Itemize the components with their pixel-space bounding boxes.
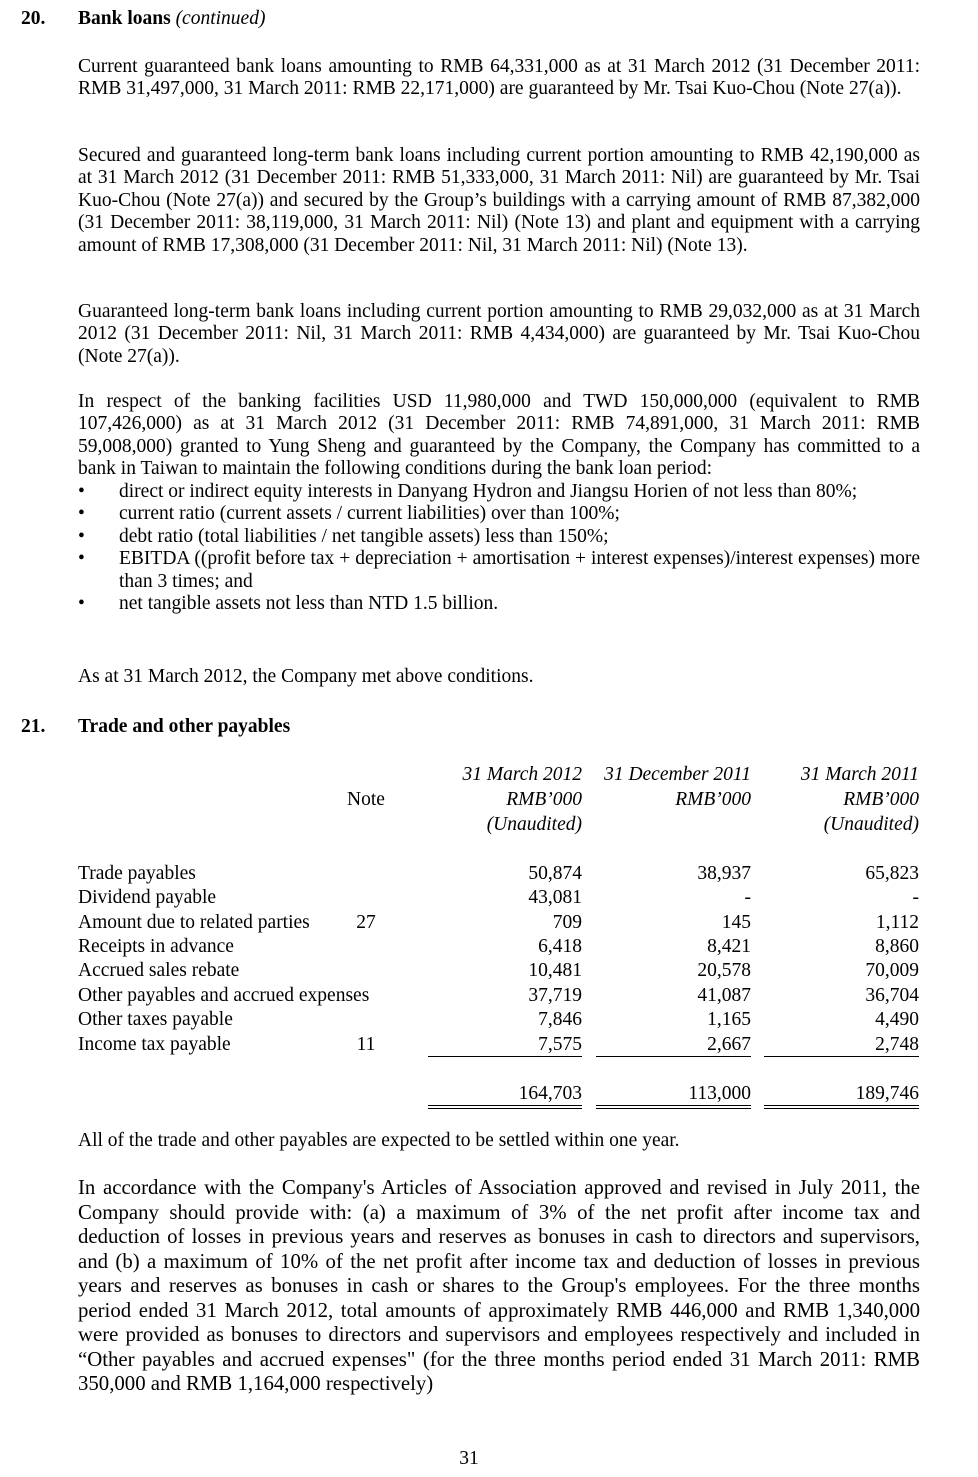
cell-value: 70,009: [865, 960, 919, 981]
cell-value: 1,165: [707, 1009, 751, 1030]
section-20-paragraph-2: Secured and guaranteed long-term bank loans including current portion amounting to RMB 42,190,000 as at 31 March 2012 (31 December 2011: RMB 51,333,000, 31 March 2011: Nil) are guaranteed by Mr. Tsai Kuo-Chou (Note 27(a)) and secured by the Group’s buildings with a carrying amount of RMB 87,382,000 (31 December 2011: 38,119,000, 31 March 2011: Nil) (Note 13) and plant and equipment with a carrying amount of RMB 17,308,000 (31 December 2011: Nil, 31 March 2011: Nil) (Note 13).: [78, 145, 920, 256]
cell-value: 709: [552, 912, 582, 933]
cell-value: 145: [721, 912, 751, 933]
subtotal-rule: [764, 1056, 919, 1057]
section-20-paragraph-3: Guaranteed long-term bank loans including current portion amounting to RMB 29,032,000 as at 31 March 2012 (31 December 2011: Nil, 31 March 2011: RMB 4,434,000) are guaranteed by Mr. Tsai Kuo-Chou (Note 27(a)).: [78, 301, 920, 367]
row-label: Receipts in advance: [78, 936, 234, 957]
cell-value: 65,823: [865, 863, 919, 884]
cell-value: 50,874: [528, 863, 582, 884]
total-double-rule: [428, 1108, 582, 1109]
cell-value: 2,748: [875, 1034, 919, 1055]
cell-value: 41,087: [697, 985, 751, 1006]
condition-item: • debt ratio (total liabilities / net tangible assets) less than 150%;: [78, 526, 920, 548]
cell-value: 7,846: [538, 1009, 582, 1030]
cell-value: 36,704: [865, 985, 919, 1006]
condition-item: • direct or indirect equity interests in Danyang Hydron and Jiangsu Horien of not less than 80%;: [78, 481, 920, 503]
cell-value: 6,418: [538, 936, 582, 957]
column-header-date: 31 December 2011: [604, 764, 751, 785]
section-21-paragraph-2: In accordance with the Company's Articles of Association approved and revised in July 2011, the Company should provide with: (a) a maximum of 3% of the net profit after income tax and deduction of losses in previous years and reserves as bonuses in cash to directors and supervisors, and (b) a maximum of 10% of the net profit after income tax and deduction of losses in previous years and reserves as bonuses in cash or shares to the Group's employees. For the three months period ended 31 March 2012, total amounts of approximately RMB 446,000 and RMB 1,340,000 were provided as bonuses to directors and supervisors and employees respectively and included in “Other payables and accrued expenses" (for the three months period ended 31 March 2011: RMB 350,000 and RMB 1,164,000 respectively): [78, 1176, 920, 1395]
cell-value: -: [744, 887, 751, 908]
cell-value: 37,719: [528, 985, 582, 1006]
cell-value: 8,421: [707, 936, 751, 957]
condition-item: • current ratio (current assets / current liabilities) over than 100%;: [78, 503, 920, 525]
column-header-unit: RMB’000: [675, 789, 751, 810]
column-header-date: 31 March 2012: [462, 764, 582, 785]
row-label: Income tax payable: [78, 1034, 231, 1055]
section-20-paragraph-4: In respect of the banking facilities USD 11,980,000 and TWD 150,000,000 (equivalent to RMB 107,426,000) as at 31 March 2012 (31 December 2011: RMB 74,891,000, 31 March 2011: RMB 59,008,000) granted to Yung Sheng and guaranteed by the Company, the Company has committed to a bank in Taiwan to maintain the following conditions during the bank loan period:: [78, 391, 920, 480]
total-value: 189,746: [855, 1083, 919, 1104]
row-label: Other taxes payable: [78, 1009, 233, 1030]
section-20-number: 20.: [21, 8, 46, 29]
cell-value: 10,481: [528, 960, 582, 981]
column-header-unit: RMB’000: [843, 789, 919, 810]
row-label: Amount due to related parties: [78, 912, 310, 933]
cell-value: 20,578: [697, 960, 751, 981]
total-value: 113,000: [688, 1083, 751, 1104]
total-double-rule: [764, 1105, 919, 1106]
total-double-rule: [428, 1105, 582, 1106]
subtotal-rule: [428, 1056, 582, 1057]
page-number: 31: [459, 1448, 479, 1469]
row-label: Trade payables: [78, 863, 196, 884]
subtotal-rule: [596, 1056, 751, 1057]
section-20-paragraph-1: Current guaranteed bank loans amounting to RMB 64,331,000 as at 31 March 2012 (31 December 2011: RMB 31,497,000, 31 March 2011: RMB 22,171,000) are guaranteed by Mr. Tsai Kuo-Chou (Note 27(a)).: [78, 56, 920, 100]
section-21-paragraph-1: All of the trade and other payables are expected to be settled within one year.: [78, 1130, 680, 1151]
cell-value: -: [912, 887, 919, 908]
section-20-title-text: Bank loans: [78, 8, 171, 29]
section-20-title: [78, 8, 265, 30]
condition-item: • EBITDA ((profit before tax + depreciation + amortisation + interest expenses)/interest expenses) more than 3 times; and: [78, 548, 920, 593]
column-header-date: 31 March 2011: [800, 764, 919, 785]
row-label: Dividend payable: [78, 887, 217, 908]
section-21-number: 21.: [21, 716, 46, 737]
section-21-title: Trade and other payables: [78, 716, 291, 737]
total-value: 164,703: [518, 1083, 582, 1104]
column-header-status: (Unaudited): [486, 814, 582, 835]
condition-item: • net tangible assets not less than NTD 1.5 billion.: [78, 593, 920, 615]
total-double-rule: [764, 1108, 919, 1109]
cell-value: 2,667: [707, 1034, 751, 1055]
cell-value: 8,860: [875, 936, 919, 957]
column-header-unit: RMB’000: [506, 789, 582, 810]
row-note: 11: [356, 1034, 376, 1055]
row-label: Other payables and accrued expenses: [78, 985, 370, 1006]
note-column-header: Note: [347, 789, 385, 810]
section-20-title-suffix: (continued): [175, 8, 266, 29]
cell-value: 43,081: [528, 887, 582, 908]
cell-value: 7,575: [538, 1034, 582, 1055]
cell-value: 1,112: [875, 912, 919, 933]
total-double-rule: [596, 1105, 751, 1106]
section-20-paragraph-5: As at 31 March 2012, the Company met above conditions.: [78, 666, 534, 687]
column-header-status: (Unaudited): [823, 814, 919, 835]
conditions-list: [78, 481, 920, 615]
cell-value: 4,490: [875, 1009, 919, 1030]
total-double-rule: [596, 1108, 751, 1109]
row-label: Accrued sales rebate: [78, 960, 240, 981]
cell-value: 38,937: [697, 863, 751, 884]
row-note: 27: [356, 912, 376, 933]
